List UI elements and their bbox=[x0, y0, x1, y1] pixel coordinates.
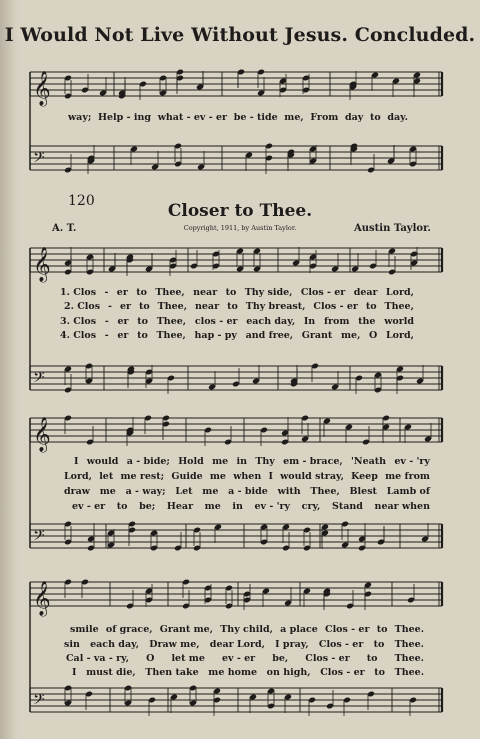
lyric-syllable: day. bbox=[387, 112, 408, 123]
lyric-syllable: in bbox=[236, 456, 248, 467]
copyright-notice: Copyright, 1911, by Austin Taylor. bbox=[183, 224, 297, 232]
lyric-syllable: 3. Clos bbox=[60, 316, 97, 327]
lyric-syllable: on high, bbox=[266, 667, 311, 678]
lyric-syllable: hap - py bbox=[194, 330, 237, 341]
bass-clef-icon: 𝄢 bbox=[33, 149, 45, 170]
treble-clef-icon: 𝄞 bbox=[33, 417, 51, 452]
lyric-syllable: Grant me, bbox=[159, 624, 214, 635]
lyric-syllable: ev - er bbox=[221, 653, 256, 664]
lyric-syllable: a - bide; bbox=[126, 456, 170, 467]
lyric-syllable: I bbox=[268, 471, 273, 482]
lyric-syllable: me bbox=[212, 456, 229, 467]
lyric-syllable: day bbox=[345, 112, 364, 123]
lyric-syllable: from bbox=[323, 316, 350, 327]
lyric-syllable: smile bbox=[70, 624, 99, 635]
lyric-syllable: to bbox=[138, 301, 150, 312]
lyric-syllable: Clos - er bbox=[300, 287, 346, 298]
lyric-syllable: ev - er bbox=[72, 501, 106, 512]
verse-line bbox=[64, 639, 424, 650]
lyric-syllable: would bbox=[86, 456, 119, 467]
lyric-syllable: near bbox=[194, 301, 220, 312]
verse-line bbox=[66, 653, 424, 664]
lyric-syllable: O bbox=[146, 653, 155, 664]
lyric-syllable: let me bbox=[171, 653, 205, 664]
lyric-syllable: Thy side, bbox=[244, 287, 293, 298]
lyricist: A. T. bbox=[52, 223, 77, 234]
lyric-syllable: er bbox=[116, 287, 128, 298]
lyric-syllable: - bbox=[104, 330, 109, 341]
lyric-syllable: Draw me, bbox=[149, 639, 200, 650]
lyric-syllable: clos - er bbox=[194, 316, 238, 327]
lyric-syllable: Blest bbox=[349, 486, 377, 497]
lyric-syllable: Thee. bbox=[394, 639, 424, 650]
lyric-syllable: Thee. bbox=[394, 624, 424, 635]
lyric-syllable: - bbox=[104, 316, 109, 327]
lyric-syllable: I bbox=[72, 667, 77, 678]
lyric-syllable: Clos - er bbox=[305, 653, 350, 664]
lyric-syllable: be; bbox=[139, 501, 156, 512]
hymn-number: 120 bbox=[68, 193, 95, 209]
lyric-syllable: - bbox=[104, 287, 109, 298]
lyric-syllable: er bbox=[117, 316, 129, 327]
lyric-syllable: 1. Clos bbox=[60, 287, 97, 298]
lyric-syllable: me, bbox=[284, 112, 304, 123]
lyric-syllable: Thee. bbox=[394, 653, 424, 664]
lyric-syllable: ev - 'ry bbox=[254, 501, 291, 512]
lyric-syllable: near when bbox=[374, 501, 430, 512]
lyric-syllable: 'Neath bbox=[351, 456, 387, 467]
lyric-syllable: to bbox=[376, 624, 388, 635]
lyric-syllable: Clos - er bbox=[320, 667, 365, 678]
lyric-syllable: to bbox=[366, 653, 378, 664]
lyric-syllable: Thy bbox=[255, 456, 275, 467]
lyric-syllable: 2. Clos bbox=[64, 301, 101, 312]
verse-line bbox=[60, 316, 414, 327]
lyric-syllable: to bbox=[225, 287, 237, 298]
lyric-syllable: each day, bbox=[90, 639, 140, 650]
bass-clef-icon: 𝄢 bbox=[33, 369, 45, 390]
lyric-syllable: near bbox=[193, 287, 218, 298]
lyric-syllable: world bbox=[384, 316, 414, 327]
lyric-syllable: dear bbox=[353, 287, 378, 298]
lyric-syllable: to bbox=[365, 301, 377, 312]
verse-line bbox=[70, 624, 424, 635]
lyric-syllable: em - brace, bbox=[283, 456, 343, 467]
lyric-syllable: Lord, bbox=[385, 287, 414, 298]
lyric-syllable: Lamb of bbox=[386, 486, 430, 497]
lyric-syllable: Stand bbox=[331, 501, 363, 512]
verse-line bbox=[64, 486, 430, 497]
lyric-syllable: Clos - er bbox=[313, 301, 358, 312]
lyric-syllable: the bbox=[358, 316, 376, 327]
verse-line bbox=[64, 471, 430, 482]
verse-line bbox=[60, 330, 414, 341]
lyric-syllable: to bbox=[373, 639, 385, 650]
lyric-syllable: be, bbox=[272, 653, 289, 664]
lyric-syllable: of grace, bbox=[105, 624, 153, 635]
lyric-syllable: Keep bbox=[351, 471, 378, 482]
lyric-syllable: Then take bbox=[145, 667, 199, 678]
lyric-syllable: to bbox=[137, 330, 148, 341]
lyric-syllable: Thee. bbox=[394, 667, 424, 678]
lyric-syllable: in bbox=[232, 501, 243, 512]
treble-clef-icon: 𝄞 bbox=[33, 581, 51, 616]
lyric-syllable: way; bbox=[68, 112, 92, 123]
lyric-syllable: Thee, bbox=[156, 330, 186, 341]
lyric-syllable: me bbox=[202, 486, 219, 497]
lyric-syllable: draw bbox=[64, 486, 90, 497]
lyric-syllable: me from bbox=[385, 471, 430, 482]
lyric-syllable: Thy breast, bbox=[245, 301, 306, 312]
lyric-syllable: sin bbox=[64, 639, 80, 650]
lyric-syllable: me bbox=[209, 471, 226, 482]
page-title: I Would Not Live Without Jesus. Concluded. bbox=[4, 24, 476, 46]
lyric-syllable: must die, bbox=[86, 667, 136, 678]
lyric-syllable: and free, bbox=[245, 330, 294, 341]
lyric-syllable: ev - 'ry bbox=[394, 456, 430, 467]
lyric-syllable: Cal - va - ry, bbox=[66, 653, 130, 664]
lyric-syllable: would stray, bbox=[280, 471, 344, 482]
lyric-syllable: Hold bbox=[178, 456, 204, 467]
lyric-syllable: be - tide bbox=[233, 112, 278, 123]
previous-song-lyric-line bbox=[68, 112, 408, 123]
lyric-syllable: me rest; bbox=[120, 471, 165, 482]
lyric-syllable: Clos - er bbox=[318, 639, 364, 650]
lyric-syllable: Thee, bbox=[156, 316, 187, 327]
lyric-syllable: I bbox=[74, 456, 79, 467]
lyric-syllable: I pray, bbox=[275, 639, 309, 650]
treble-clef-icon: 𝄞 bbox=[33, 247, 51, 282]
lyric-syllable: a - bide bbox=[228, 486, 268, 497]
lyric-syllable: 4. Clos bbox=[60, 330, 97, 341]
lyric-syllable: er bbox=[117, 330, 129, 341]
verse-line bbox=[64, 301, 414, 312]
lyric-syllable: me bbox=[99, 486, 116, 497]
verse-line bbox=[72, 501, 430, 512]
lyric-syllable: to bbox=[374, 667, 386, 678]
verse-line bbox=[72, 667, 424, 678]
lyric-syllable: let bbox=[99, 471, 114, 482]
lyric-syllable: Grant bbox=[301, 330, 333, 341]
composer: Austin Taylor. bbox=[354, 223, 431, 234]
lyric-syllable: each day, bbox=[246, 316, 296, 327]
lyric-syllable: me bbox=[204, 501, 221, 512]
lyric-syllable: to bbox=[369, 112, 381, 123]
lyric-syllable: Lord, bbox=[385, 330, 414, 341]
lyric-syllable: a place bbox=[280, 624, 318, 635]
lyric-syllable: From bbox=[310, 112, 339, 123]
lyric-syllable: to bbox=[116, 501, 128, 512]
lyric-syllable: to bbox=[227, 301, 238, 312]
lyric-syllable: me, bbox=[340, 330, 361, 341]
lyric-syllable: to bbox=[137, 316, 148, 327]
lyric-syllable: Thee, bbox=[157, 301, 188, 312]
lyric-syllable: Thy child, bbox=[220, 624, 273, 635]
lyric-syllable: to bbox=[136, 287, 147, 298]
lyric-syllable: dear Lord, bbox=[209, 639, 265, 650]
lyric-syllable: Guide bbox=[171, 471, 203, 482]
lyric-syllable: me home bbox=[208, 667, 258, 678]
lyric-syllable: a - way; bbox=[125, 486, 166, 497]
bass-clef-icon: 𝄢 bbox=[33, 527, 45, 548]
lyric-syllable: Thee, bbox=[384, 301, 414, 312]
lyric-syllable: Thee, bbox=[310, 486, 340, 497]
lyric-syllable: cry, bbox=[301, 501, 321, 512]
hymn-title: Closer to Thee. bbox=[167, 201, 313, 221]
lyric-syllable: Thee, bbox=[155, 287, 185, 298]
verse-line bbox=[74, 456, 430, 467]
lyric-syllable: Let bbox=[175, 486, 193, 497]
lyric-syllable: Lord, bbox=[64, 471, 92, 482]
lyric-syllable: what - ev - er bbox=[157, 112, 228, 123]
lyric-syllable: O bbox=[369, 330, 378, 341]
lyric-syllable: when bbox=[233, 471, 262, 482]
lyric-syllable: Clos - er bbox=[325, 624, 370, 635]
verse-line bbox=[60, 287, 414, 298]
lyric-syllable: Hear bbox=[166, 501, 194, 512]
treble-clef-icon: 𝄞 bbox=[33, 71, 51, 106]
bass-clef-icon: 𝄢 bbox=[33, 691, 45, 712]
lyric-syllable: - bbox=[108, 301, 112, 312]
lyric-syllable: In bbox=[303, 316, 316, 327]
lyric-syllable: with bbox=[277, 486, 301, 497]
lyric-syllable: Help - ing bbox=[98, 112, 152, 123]
lyric-syllable: er bbox=[119, 301, 132, 312]
